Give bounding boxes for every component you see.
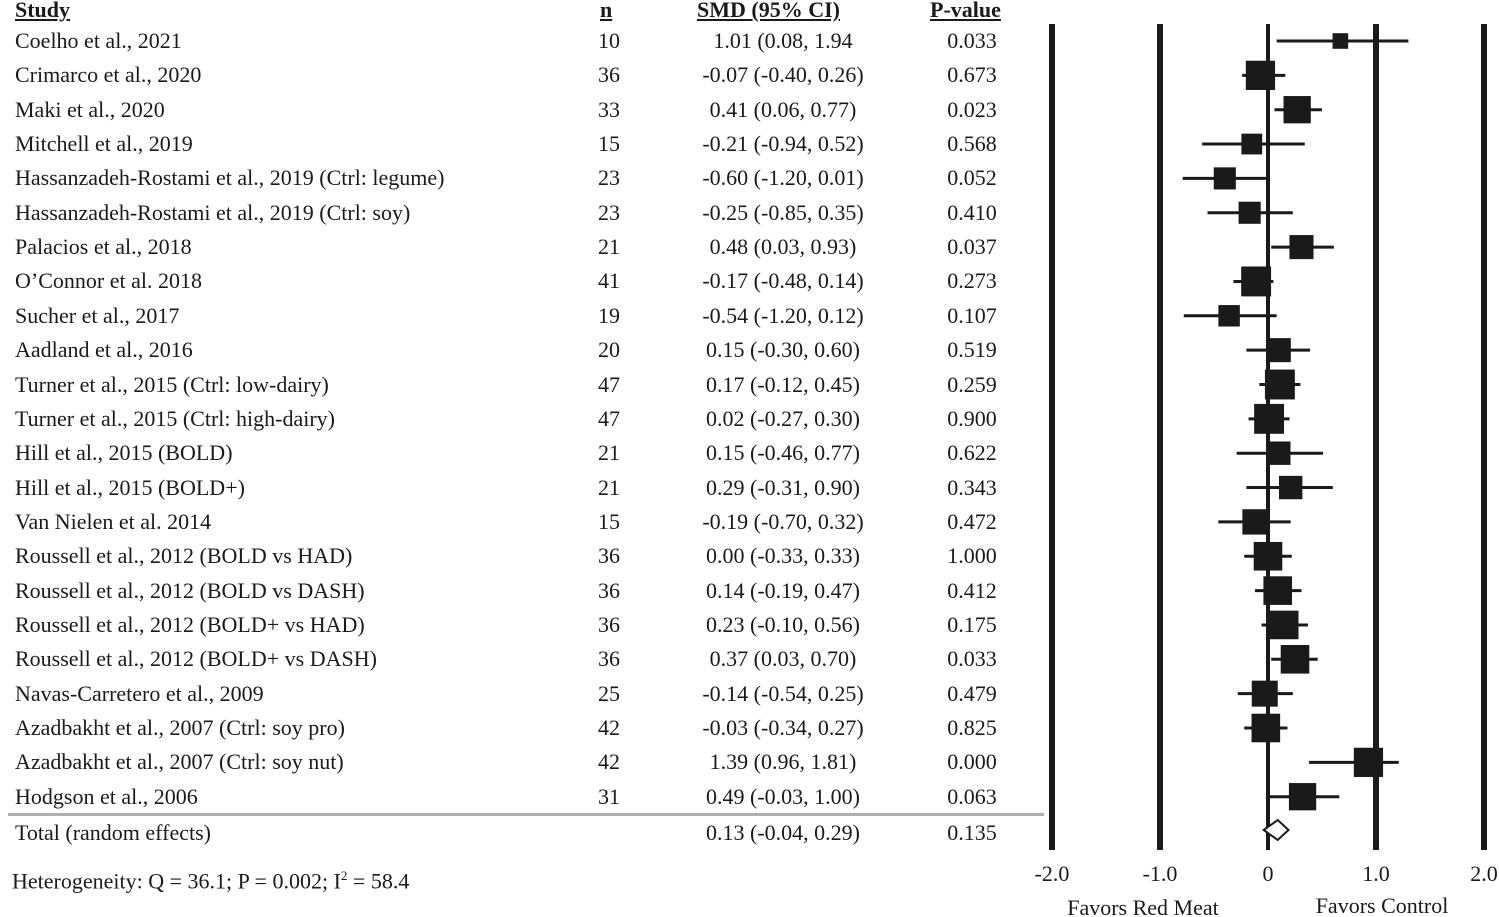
effect-marker	[1270, 611, 1299, 640]
study-name: Hassanzadeh-Rostami et al., 2019 (Ctrl: legume)	[15, 165, 445, 191]
study-p-value: 1.000	[947, 543, 997, 569]
study-n: 21	[598, 474, 620, 500]
study-p-value: 0.519	[947, 337, 997, 363]
effect-marker	[1267, 338, 1291, 362]
study-p-value: 0.412	[947, 577, 997, 603]
study-smd: 0.49 (-0.03, 1.00)	[706, 783, 860, 809]
total-label: Total (random effects)	[15, 820, 211, 845]
xlabel-right: Favors Control	[1315, 893, 1449, 917]
tick-label: -1.0	[1142, 861, 1178, 886]
total-p-value: 0.135	[947, 820, 997, 845]
study-n: 15	[598, 131, 620, 157]
study-p-value: 0.472	[947, 508, 997, 534]
xlabel-left: Favors Red Meat	[1067, 895, 1219, 917]
study-name: Roussell et al., 2012 (BOLD+ vs HAD)	[15, 611, 365, 637]
study-n: 47	[598, 405, 620, 431]
study-p-value: 0.037	[947, 234, 997, 260]
study-name: Sucher et al., 2017	[15, 302, 180, 328]
effect-marker	[1289, 783, 1316, 810]
effect-marker	[1246, 61, 1275, 90]
study-n: 36	[598, 611, 620, 637]
study-p-value: 0.343	[947, 474, 997, 500]
study-p-value: 0.175	[947, 611, 997, 637]
study-p-value: 0.825	[947, 715, 997, 740]
study-p-value: 0.273	[947, 268, 997, 294]
heterogeneity-sup: 2	[340, 868, 348, 883]
study-smd: 0.15 (-0.46, 0.77)	[706, 440, 860, 466]
effect-marker	[1281, 645, 1310, 674]
study-smd: 0.48 (0.03, 0.93)	[709, 234, 857, 260]
study-name: Hill et al., 2015 (BOLD)	[15, 440, 233, 466]
effect-marker	[1279, 476, 1302, 499]
study-smd: 0.37 (0.03, 0.70)	[709, 646, 857, 672]
study-p-value: 0.052	[947, 165, 997, 191]
study-p-value: 0.622	[947, 440, 997, 466]
study-n: 25	[598, 680, 620, 706]
effect-marker	[1284, 96, 1311, 123]
study-n: 15	[598, 508, 620, 534]
study-smd: 0.02 (-0.27, 0.30)	[706, 405, 860, 431]
study-name: Roussell et al., 2012 (BOLD vs HAD)	[15, 543, 353, 569]
header-n: n	[600, 0, 613, 22]
study-n: 21	[598, 440, 620, 466]
study-smd: -0.14 (-0.54, 0.25)	[702, 680, 864, 706]
effect-marker	[1265, 370, 1295, 400]
effect-marker	[1214, 167, 1236, 189]
study-name: Azadbakht et al., 2007 (Ctrl: soy nut)	[15, 749, 344, 775]
study-n: 31	[598, 783, 620, 809]
header-study: Study	[15, 0, 71, 22]
header-smd: SMD (95% CI)	[697, 0, 840, 22]
effect-marker	[1289, 235, 1313, 259]
study-n: 36	[598, 62, 620, 88]
study-n: 10	[598, 28, 620, 53]
study-name: Hill et al., 2015 (BOLD+)	[15, 474, 245, 500]
effect-marker	[1239, 202, 1261, 224]
effect-marker	[1241, 134, 1262, 155]
study-p-value: 0.000	[947, 749, 997, 775]
study-p-value: 0.063	[947, 783, 997, 809]
heterogeneity-prefix: Heterogeneity: Q = 36.1; P = 0.002; I	[12, 868, 341, 894]
study-p-value: 0.033	[947, 28, 997, 53]
study-smd: 0.14 (-0.19, 0.47)	[706, 577, 860, 603]
study-n: 36	[598, 646, 620, 672]
study-p-value: 0.568	[947, 131, 997, 157]
study-name: Hodgson et al., 2006	[15, 783, 198, 809]
study-n: 23	[598, 199, 620, 225]
effect-marker	[1254, 542, 1283, 571]
effect-marker	[1354, 748, 1383, 777]
study-n: 23	[598, 165, 620, 191]
effect-marker	[1254, 404, 1284, 434]
study-name: Roussell et al., 2012 (BOLD vs DASH)	[15, 577, 365, 603]
effect-marker	[1333, 33, 1349, 49]
study-smd: -0.54 (-1.20, 0.12)	[702, 302, 864, 328]
effect-marker	[1218, 305, 1239, 326]
study-smd: 1.39 (0.96, 1.81)	[709, 749, 857, 775]
study-name: Palacios et al., 2018	[15, 234, 192, 260]
study-name: Maki et al., 2020	[15, 96, 165, 122]
study-name: Van Nielen et al. 2014	[15, 508, 212, 534]
study-n: 36	[598, 577, 620, 603]
study-smd: 0.00 (-0.33, 0.33)	[706, 543, 860, 569]
study-p-value: 0.673	[947, 62, 997, 88]
effect-marker	[1252, 714, 1281, 743]
effect-marker	[1263, 576, 1292, 605]
study-smd: -0.21 (-0.94, 0.52)	[702, 131, 864, 157]
study-p-value: 0.033	[947, 646, 997, 672]
study-smd: 1.01 (0.08, 1.94	[713, 28, 853, 53]
study-p-value: 0.479	[947, 680, 997, 706]
study-smd: 0.41 (0.06, 0.77)	[709, 96, 857, 122]
effect-marker	[1267, 442, 1290, 465]
study-n: 41	[598, 268, 620, 294]
study-name: Navas-Carretero et al., 2009	[15, 680, 264, 706]
study-name: Crimarco et al., 2020	[15, 62, 202, 88]
study-name: Aadland et al., 2016	[15, 337, 193, 363]
study-n: 42	[598, 749, 620, 775]
study-p-value: 0.259	[947, 371, 997, 397]
total-smd: 0.13 (-0.04, 0.29)	[706, 820, 860, 845]
study-smd: -0.60 (-1.20, 0.01)	[702, 165, 864, 191]
study-name: Roussell et al., 2012 (BOLD+ vs DASH)	[15, 646, 377, 672]
study-n: 19	[598, 302, 620, 328]
study-name: Turner et al., 2015 (Ctrl: high-dairy)	[15, 405, 335, 431]
tick-label: 0	[1262, 861, 1274, 886]
study-smd: -0.25 (-0.85, 0.35)	[702, 199, 864, 225]
study-n: 36	[598, 543, 620, 569]
effect-marker	[1252, 681, 1278, 707]
study-n: 42	[598, 715, 620, 740]
study-smd: 0.29 (-0.31, 0.90)	[706, 474, 860, 500]
study-n: 47	[598, 371, 620, 397]
tick-label: 1.0	[1362, 861, 1390, 886]
study-name: Mitchell et al., 2019	[15, 131, 193, 157]
study-name: Hassanzadeh-Rostami et al., 2019 (Ctrl: soy)	[15, 199, 411, 225]
study-name: Azadbakht et al., 2007 (Ctrl: soy pro)	[15, 715, 345, 740]
effect-marker	[1241, 267, 1271, 297]
study-name: O’Connor et al. 2018	[15, 268, 202, 294]
study-smd: -0.19 (-0.70, 0.32)	[702, 508, 864, 534]
tick-label: 2.0	[1470, 861, 1498, 886]
study-name: Coelho et al., 2021	[15, 28, 182, 53]
study-smd: 0.23 (-0.10, 0.56)	[706, 611, 860, 637]
study-n: 21	[598, 234, 620, 260]
header-p-value: P-value	[930, 0, 1001, 22]
study-p-value: 0.107	[947, 302, 997, 328]
study-smd: -0.07 (-0.40, 0.26)	[702, 62, 864, 88]
tick-label: -2.0	[1034, 861, 1070, 886]
effect-marker	[1242, 509, 1267, 534]
study-smd: -0.17 (-0.48, 0.14)	[702, 268, 864, 294]
study-smd: 0.17 (-0.12, 0.45)	[706, 371, 860, 397]
study-p-value: 0.900	[947, 405, 997, 431]
study-n: 33	[598, 96, 620, 122]
study-smd: -0.03 (-0.34, 0.27)	[702, 715, 864, 740]
study-n: 20	[598, 337, 620, 363]
study-smd: 0.15 (-0.30, 0.60)	[706, 337, 860, 363]
study-name: Turner et al., 2015 (Ctrl: low-dairy)	[15, 371, 329, 397]
heterogeneity-suffix: = 58.4	[347, 868, 410, 894]
study-p-value: 0.410	[947, 199, 997, 225]
study-p-value: 0.023	[947, 96, 997, 122]
